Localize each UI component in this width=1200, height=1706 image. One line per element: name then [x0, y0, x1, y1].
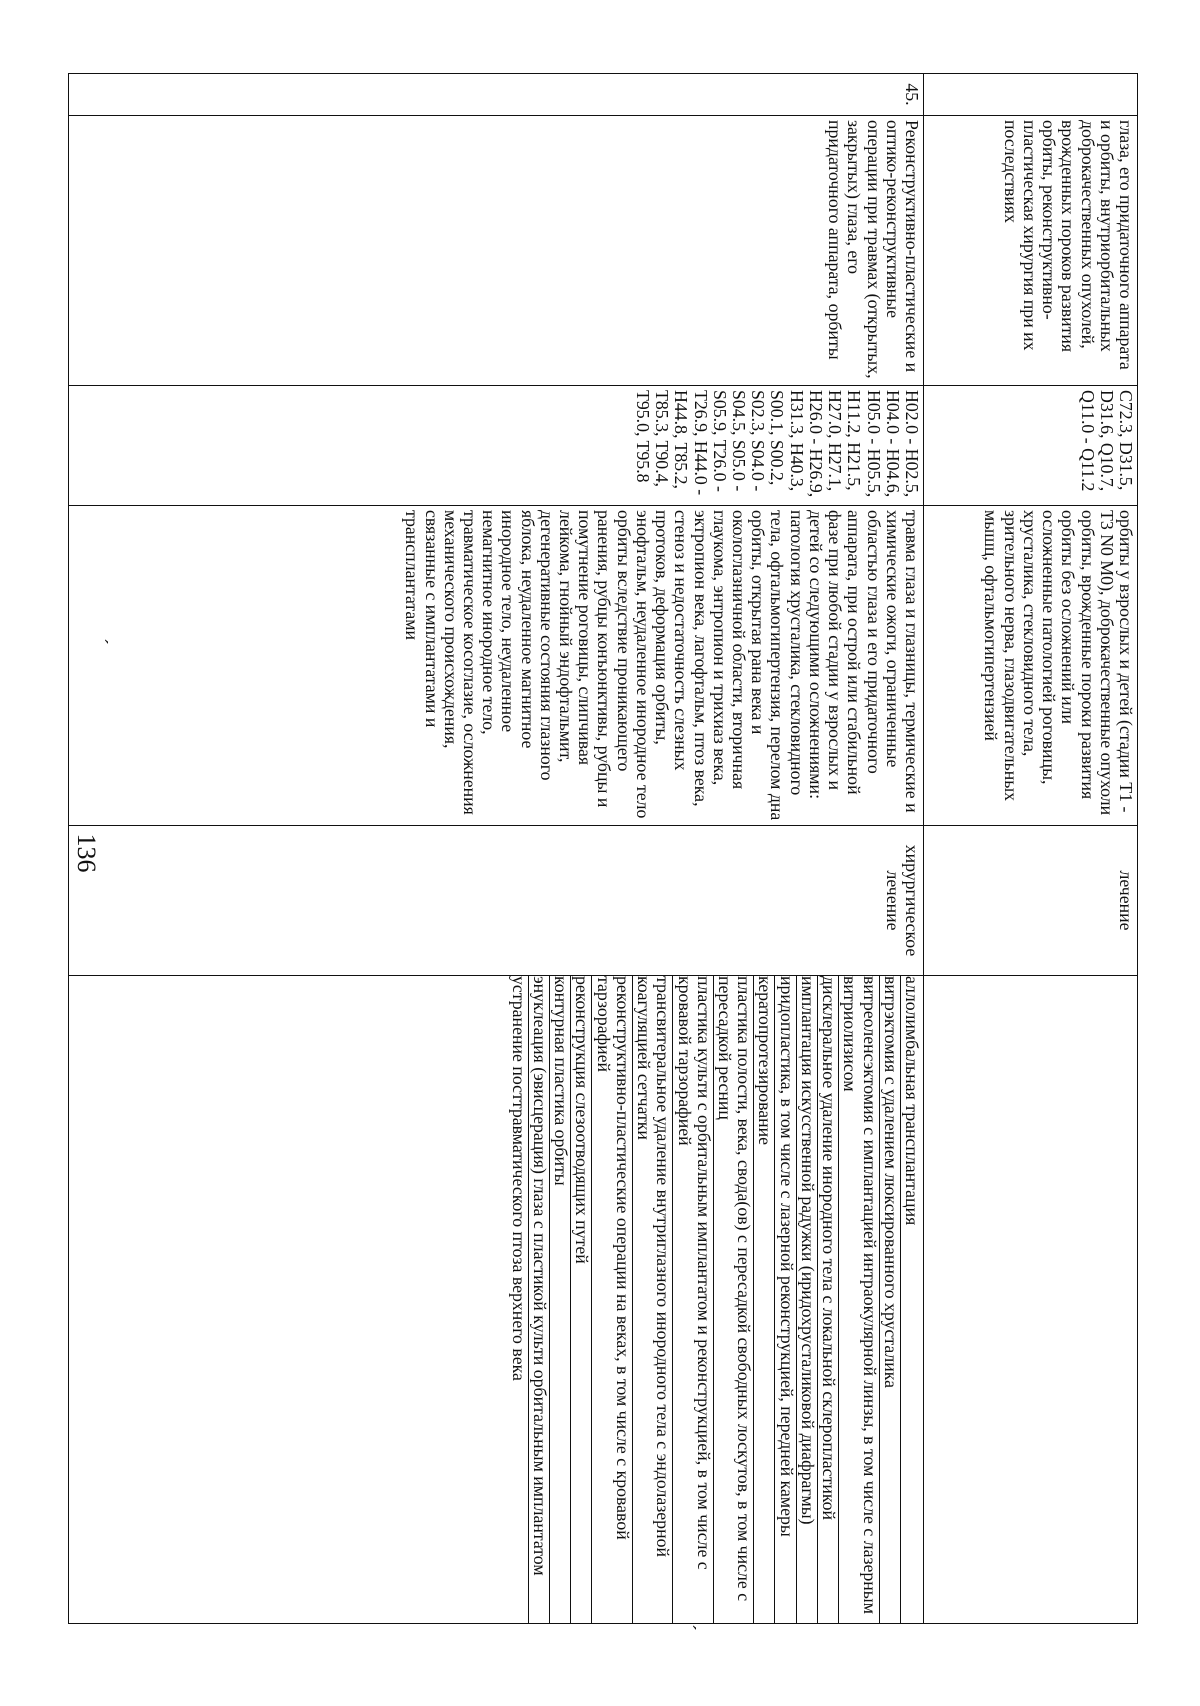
- methods-cell: [69, 976, 924, 1624]
- icd-codes-cell: H02.0 - H02.5, H04.0 - H04.6, H05.0 - H05.5, H11.2, H21.5, H27.0, H27.1, H26.0 - H26.9, H31.3, H40.3, S00.1, S00.2, S02.3, S04.0 - S04.5, S05.0 - S05.9, T26.0 - T26.9, H44.0 - H44.8, T85.2, T85.3, T90.4, T95.0, T95.8: [69, 386, 924, 506]
- method-item: кератопротезирование: [753, 976, 774, 1623]
- method-item: имплантация искусственной радужки (иридохрусталиковой диафрагмы): [796, 976, 817, 1623]
- method-item: трансвитеральное удаление внутриглазного инородного тела с эндолазерной коагуляцией сетчатки: [632, 976, 672, 1623]
- method-item: устранение посттравматического птоза верхнего века: [508, 976, 529, 1381]
- method-item: дисклеральное удаление инородного тела с локальной склеропластикой: [817, 976, 838, 1623]
- description-cell: глаза, его придаточного аппарата и орбиты, внутриорбитальных доброкачественных опухолей, врожденных пороков развития орбиты, реконструктивно-пластическая хирургия при их последствиях: [924, 116, 1138, 386]
- method-item: витреоленсэктомия с имплантацией интраокулярной линзы, в том числе с лазерным витриолизисом: [838, 976, 878, 1623]
- method-item: контурная пластика орбиты: [549, 976, 570, 1623]
- table-row: [924, 74, 1138, 1624]
- table-row: [69, 74, 924, 1624]
- method-item: витрэктомия с удалением люксированного хрусталика: [879, 976, 900, 1623]
- patient-model-cell: травма глаза и глазницы, термические и химические ожоги, ограниченные областью глаза и его придаточного аппарата, при острой или стабильной фазе при любой стадии у взрослых и детей со следующими осложнениями: патология хрусталика, стекловидного тела, офтальмогипертензия, перелом дна орбиты, открытая рана века и окологлазничной области, вторичная глаукома, энтропион и трихиаз века, эктропион века, лагофтальм, птоз века, стеноз и недостаточность слезных протоков, деформация орбиты, энофтальм, неудаленное инородное тело орбиты вследствие проникающего ранения, рубцы конъюнктивы, рубцы и помутнение роговицы, слипчивая лейкома, гнойный эндофтальмит, дегенеративные состояния глазного яблока, неудаленное магнитное инородное тело, неудаленное немагнитное инородное тело, травматическое косоглазие, осложнения механического происхождения, связанные с имплантатами и трансплантатами: [69, 506, 924, 826]
- method-item: реконструкция слезоотводящих путей: [570, 976, 591, 1623]
- description-cell: Реконструктивно-пластические и оптико-реконструктивные операции при травмах (открытых, закрытых) глаза, его придаточного аппарата, орбиты: [69, 116, 924, 386]
- row-number: [924, 74, 1138, 116]
- patient-model-cell: орбиты у взрослых и детей (стадии T1 - T3 N0 M0), доброкачественные опухоли орбиты, врожденные пороки развития орбиты без осложнений или осложненные патологией роговицы, хрусталика, стекловидного тела, зрительного нерва, глазодвигательных мышц, офтальмогипертензией: [924, 506, 1138, 826]
- stray-mark: ´: [676, 1624, 699, 1631]
- row-number: 45.: [69, 74, 924, 116]
- method-item: аллолимбальная трансплантация: [900, 976, 921, 1623]
- medical-care-table: [68, 73, 1138, 1624]
- icd-codes-cell: C72.3, D31.5, D31.6, Q10.7, Q11.0 - Q11.2: [924, 386, 1138, 506]
- method-item: энуклеация (эвисцерация) глаза с пластикой культи орбитальным имплантатом: [528, 976, 549, 1623]
- stray-mark: ´: [88, 638, 111, 645]
- page-number: 136: [72, 833, 101, 873]
- treatment-type-cell: лечение: [924, 826, 1138, 976]
- method-item: пластика полости, века, свода(ов) с пересадкой свободных лоскутов, в том числе с пересадкой ресниц: [713, 976, 753, 1623]
- method-item: иридопластика, в том числе с лазерной реконструкцией, передней камеры: [774, 976, 795, 1623]
- method-item: пластика культи с орбитальным имплантатом и реконструкцией, в том числе с кровавой тарзорафией: [672, 976, 712, 1623]
- method-item: реконструктивно-пластические операции на веках, в том числе с кровавой тарзорафией: [592, 976, 632, 1623]
- rotated-table-container: [68, 73, 1138, 1623]
- methods-cell: [924, 976, 1138, 1624]
- treatment-type-cell: хирургическое лечение: [69, 826, 924, 976]
